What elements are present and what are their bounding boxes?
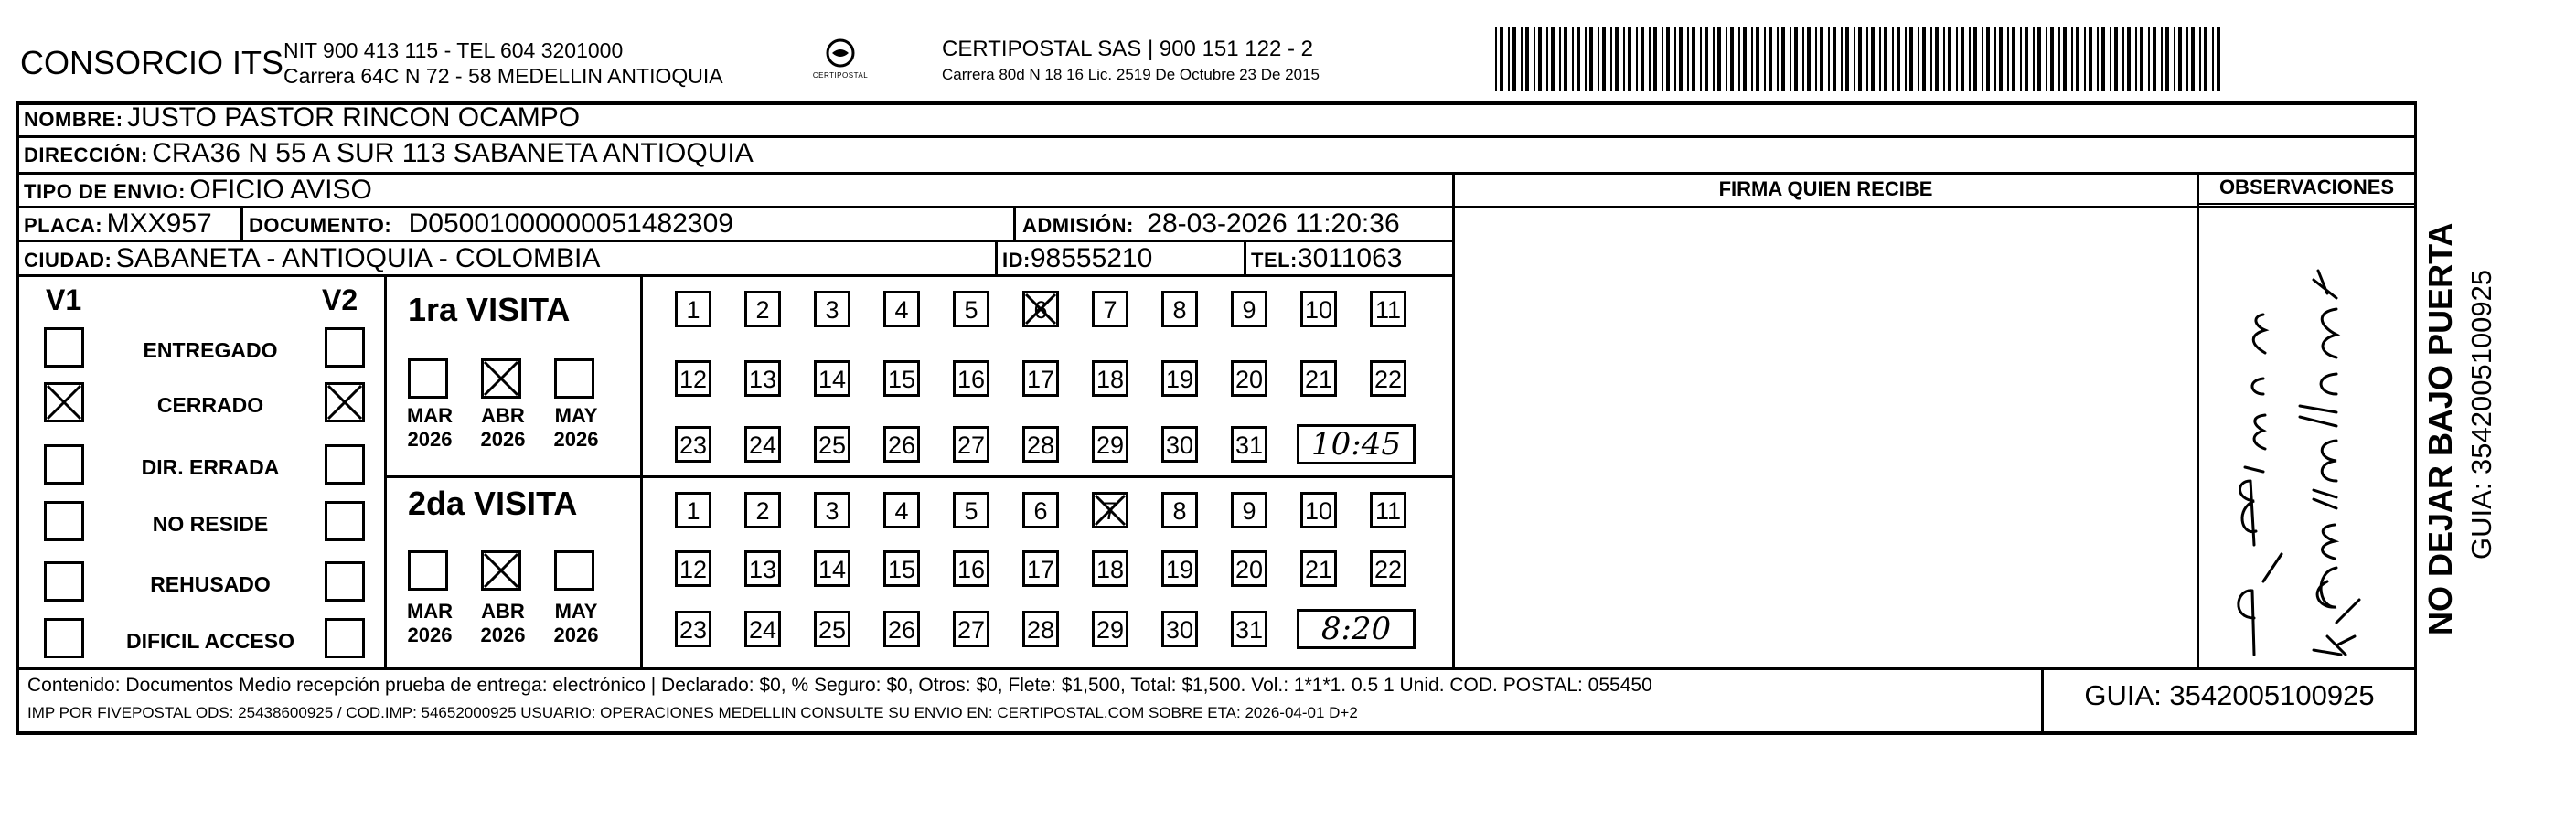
second-visit-day-box[interactable]: 7 — [1092, 492, 1128, 528]
second-visit-day-box[interactable]: 17 — [1022, 550, 1059, 587]
admision-value: 28-03-2026 11:20:36 — [1147, 208, 1400, 239]
v1-checkbox[interactable] — [44, 382, 84, 422]
first-visit-day-box[interactable]: 18 — [1092, 360, 1128, 397]
first-visit-day-box[interactable]: 11 — [1370, 291, 1406, 327]
first-visit-day-box[interactable]: 20 — [1231, 360, 1267, 397]
second-visit-day-box[interactable]: 30 — [1161, 611, 1198, 647]
first-visit-day-box[interactable]: 16 — [953, 360, 989, 397]
second-visit-day-box[interactable]: 11 — [1370, 492, 1406, 528]
v2-checkbox[interactable] — [325, 327, 365, 368]
first-visit-day-box[interactable]: 12 — [675, 360, 711, 397]
admision-label: ADMISIÓN: — [1022, 214, 1134, 237]
second-visit-day-box[interactable]: 16 — [953, 550, 989, 587]
month-year: 2026 — [407, 624, 453, 646]
month-label — [477, 404, 529, 452]
id-label: ID: — [1002, 249, 1031, 272]
month-name: MAR — [406, 600, 454, 623]
tel-label: TEL: — [1251, 249, 1298, 272]
company-address: Carrera 64C N 72 - 58 MEDELLIN ANTIOQUIA — [283, 64, 723, 88]
first-visit-day-box[interactable]: 6 — [1022, 291, 1059, 327]
month-name: MAY — [554, 600, 598, 623]
second-visit-day-box[interactable]: 26 — [883, 611, 920, 647]
documento-row — [249, 208, 733, 240]
v1-checkbox[interactable] — [44, 501, 84, 541]
second-visit-day-box[interactable]: 20 — [1231, 550, 1267, 587]
footer-guia: GUIA: 3542005100925 — [2084, 679, 2375, 711]
direccion-label: DIRECCIÓN: — [24, 144, 148, 166]
first-visit-day-box[interactable]: 9 — [1231, 291, 1267, 327]
v2-checkbox[interactable] — [325, 382, 365, 422]
first-visit-day-box[interactable]: 8 — [1161, 291, 1198, 327]
status-label: NO RESIDE — [152, 512, 269, 536]
first-visit-day-box[interactable]: 4 — [883, 291, 920, 327]
first-visit-day-box[interactable]: 28 — [1022, 426, 1059, 463]
month-label — [404, 600, 455, 647]
nit-line: NIT 900 413 115 - TEL 604 3201000 — [283, 38, 624, 62]
id-row — [1002, 243, 1152, 274]
first-visit-day-box[interactable]: 14 — [814, 360, 850, 397]
first-visit-day-box[interactable]: 21 — [1300, 360, 1337, 397]
first-visit-day-box[interactable]: 5 — [953, 291, 989, 327]
second-visit-day-box[interactable]: 15 — [883, 550, 920, 587]
month-label — [404, 404, 455, 452]
first-visit-day-box[interactable]: 19 — [1161, 360, 1198, 397]
first-visit-day-box[interactable]: 23 — [675, 426, 711, 463]
second-visit-day-box[interactable]: 6 — [1022, 492, 1059, 528]
second-visit-day-box[interactable]: 27 — [953, 611, 989, 647]
v1-checkbox[interactable] — [44, 444, 84, 485]
month-name: MAR — [406, 404, 454, 427]
first-visit-day-box[interactable]: 26 — [883, 426, 920, 463]
status-label: REHUSADO — [150, 572, 271, 596]
ciudad-row — [24, 243, 600, 274]
first-visit-day-box[interactable]: 31 — [1231, 426, 1267, 463]
month-name: MAY — [554, 404, 598, 427]
second-visit-day-box[interactable]: 9 — [1231, 492, 1267, 528]
placa-label: PLACA: — [24, 214, 103, 237]
nombre-label: NOMBRE: — [24, 108, 123, 131]
nombre-row — [24, 102, 580, 133]
logo-text: CERTIPOSTAL — [812, 71, 869, 80]
tipo-label: TIPO DE ENVIO: — [24, 180, 186, 203]
month-checkbox-may[interactable] — [554, 550, 594, 591]
status-label: DIR. ERRADA — [141, 455, 280, 479]
first-visit-day-box[interactable]: 22 — [1370, 360, 1406, 397]
first-visit-day-box[interactable]: 13 — [744, 360, 781, 397]
second-visit-day-box[interactable]: 13 — [744, 550, 781, 587]
firma-header: FIRMA QUIEN RECIBE — [1718, 177, 1933, 200]
footer-imp: IMP POR FIVEPOSTAL ODS: 25438600925 / COD.IMP: 54652000925 USUARIO: OPERACIONES MEDELLIN CONSULTE SU ENVIO EN: CERTIPOSTAL.COM SOBRE ETA: 2026-04-01 D+2 — [27, 704, 1358, 721]
footer-contenido: Contenido: Documentos Medio recepción prueba de entrega: electrónico | Declarado: $0, % Seguro: $0, Otros: $0, Flete: $1,500, Total: $1,500. Vol.: 1*1*1. 0.5 1 Unid. COD. POSTAL: 055450 — [27, 675, 1652, 696]
second-visit-day-box[interactable]: 23 — [675, 611, 711, 647]
month-checkbox-abr[interactable] — [481, 550, 521, 591]
first-visit-day-box[interactable]: 29 — [1092, 426, 1128, 463]
month-checkbox-abr[interactable] — [481, 358, 521, 399]
first-visit-day-box[interactable]: 7 — [1092, 291, 1128, 327]
month-label — [477, 600, 529, 647]
side-warning: NO DEJAR BAJO PUERTA — [2421, 222, 2459, 635]
v1-checkbox[interactable] — [44, 327, 84, 368]
first-visit-day-box[interactable]: 25 — [814, 426, 850, 463]
first-visit-day-box[interactable]: 17 — [1022, 360, 1059, 397]
second-visit-day-box[interactable]: 10 — [1300, 492, 1337, 528]
month-year: 2026 — [553, 428, 599, 451]
month-checkbox-may[interactable] — [554, 358, 594, 399]
first-visit-handwritten-time: 10:45 — [1297, 424, 1416, 464]
second-visit-day-box[interactable]: 12 — [675, 550, 711, 587]
v2-checkbox[interactable] — [325, 444, 365, 485]
id-value: 98555210 — [1030, 243, 1153, 273]
signature-area — [1456, 207, 2195, 666]
second-visit-day-box[interactable]: 19 — [1161, 550, 1198, 587]
month-checkbox-mar[interactable] — [408, 358, 448, 399]
second-visit-day-box[interactable]: 29 — [1092, 611, 1128, 647]
first-visit-day-box[interactable]: 2 — [744, 291, 781, 327]
v1-header: V1 — [46, 283, 82, 316]
carrier-line: CERTIPOSTAL SAS | 900 151 122 - 2 — [942, 37, 1313, 61]
first-visit-day-box[interactable]: 30 — [1161, 426, 1198, 463]
month-name: ABR — [481, 600, 525, 623]
placa-row — [24, 208, 212, 240]
second-visit-day-box[interactable]: 28 — [1022, 611, 1059, 647]
direccion-value: CRA36 N 55 A SUR 113 SABANETA ANTIOQUIA — [152, 138, 754, 168]
side-guia: GUIA: 3542005100925 — [2465, 269, 2497, 560]
documento-label: DOCUMENTO: — [249, 214, 392, 237]
first-visit-title: 1ra VISITA — [408, 291, 571, 328]
second-visit-day-box[interactable]: 24 — [744, 611, 781, 647]
barcode — [1495, 27, 2227, 93]
month-year: 2026 — [480, 624, 526, 646]
status-label: CERRADO — [156, 393, 264, 417]
first-visit-day-box[interactable]: 24 — [744, 426, 781, 463]
ciudad-label: CIUDAD: — [24, 249, 112, 272]
carrier-address: Carrera 80d N 18 16 Lic. 2519 De Octubre 23 De 2015 — [942, 66, 1320, 83]
second-visit-day-box[interactable]: 21 — [1300, 550, 1337, 587]
admision-row — [1022, 208, 1400, 240]
month-name: ABR — [481, 404, 525, 427]
second-visit-day-box[interactable]: 22 — [1370, 550, 1406, 587]
placa-value: MXX957 — [106, 208, 212, 239]
tipo-value: OFICIO AVISO — [189, 175, 372, 205]
second-visit-day-box[interactable]: 3 — [814, 492, 850, 528]
month-year: 2026 — [407, 428, 453, 451]
direccion-row — [24, 138, 754, 169]
month-label — [550, 600, 602, 647]
tipo-row — [24, 175, 372, 206]
second-visit-day-box[interactable]: 4 — [883, 492, 920, 528]
first-visit-day-box[interactable]: 15 — [883, 360, 920, 397]
observaciones-handwriting — [2199, 207, 2413, 666]
v1-checkbox[interactable] — [44, 618, 84, 658]
second-visit-day-box[interactable]: 2 — [744, 492, 781, 528]
tel-row — [1251, 243, 1402, 274]
month-year: 2026 — [553, 624, 599, 646]
v2-checkbox[interactable] — [325, 618, 365, 658]
company-name: CONSORCIO ITS — [20, 44, 284, 81]
second-visit-day-box[interactable]: 1 — [675, 492, 711, 528]
tel-value: 3011063 — [1297, 243, 1403, 273]
second-visit-day-box[interactable]: 25 — [814, 611, 850, 647]
first-visit-day-box[interactable]: 3 — [814, 291, 850, 327]
month-checkbox-mar[interactable] — [408, 550, 448, 591]
second-visit-day-box[interactable]: 14 — [814, 550, 850, 587]
second-visit-title: 2da VISITA — [408, 485, 578, 522]
documento-value: D05001000000051482309 — [408, 208, 733, 239]
v1-checkbox[interactable] — [44, 561, 84, 602]
first-visit-day-box[interactable]: 1 — [675, 291, 711, 327]
first-visit-day-box[interactable]: 10 — [1300, 291, 1337, 327]
observaciones-header: OBSERVACIONES — [2218, 176, 2395, 198]
status-label: ENTREGADO — [143, 338, 278, 362]
second-visit-day-box[interactable]: 18 — [1092, 550, 1128, 587]
ciudad-value: SABANETA - ANTIOQUIA - COLOMBIA — [115, 243, 601, 273]
certipostal-logo — [814, 35, 867, 86]
v2-header: V2 — [322, 283, 358, 316]
second-visit-handwritten-time: 8:20 — [1297, 609, 1416, 649]
first-visit-day-box[interactable]: 27 — [953, 426, 989, 463]
second-visit-day-box[interactable]: 8 — [1161, 492, 1198, 528]
second-visit-day-box[interactable]: 5 — [953, 492, 989, 528]
status-label: DIFICIL ACCESO — [125, 629, 294, 653]
month-label — [550, 404, 602, 452]
nombre-value: JUSTO PASTOR RINCON OCAMPO — [127, 102, 581, 133]
v2-checkbox[interactable] — [325, 501, 365, 541]
second-visit-day-box[interactable]: 31 — [1231, 611, 1267, 647]
v2-checkbox[interactable] — [325, 561, 365, 602]
month-year: 2026 — [480, 428, 526, 451]
